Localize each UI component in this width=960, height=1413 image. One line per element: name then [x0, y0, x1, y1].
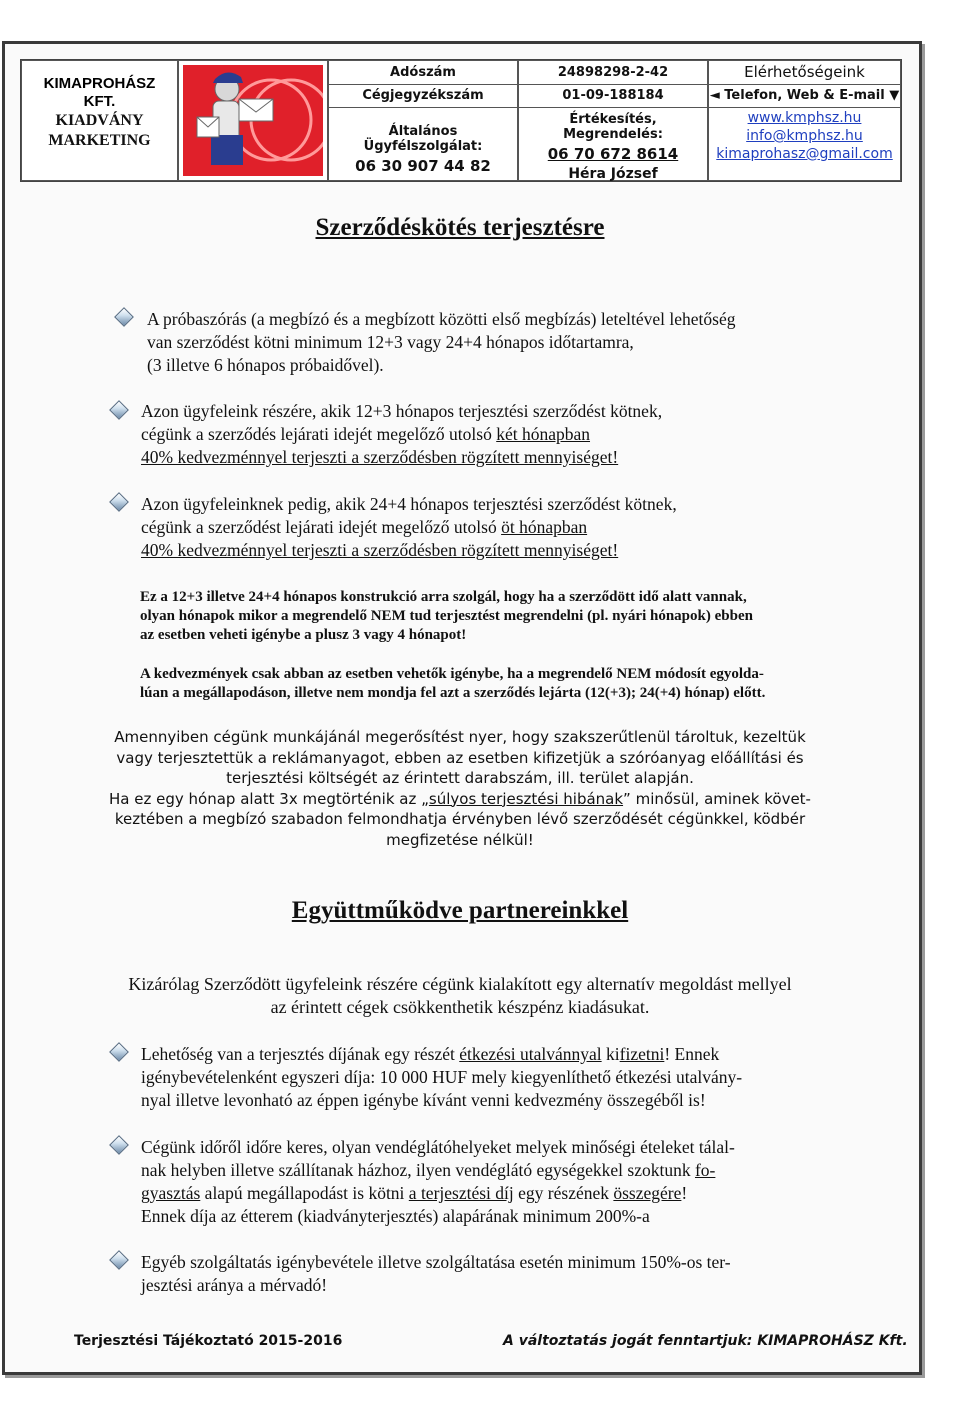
underlined-text: összegére: [613, 1183, 682, 1203]
bullet-text-line: [141, 1043, 742, 1066]
bullet-text-line: [141, 423, 662, 446]
email-link-gmail[interactable]: kimaprohasz@gmail.com: [716, 146, 893, 162]
underlined-text: súlyos terjesztési hibának: [428, 789, 624, 808]
contacts-cell: [708, 60, 901, 181]
text-span: nak helyben illetve szállítanak házhoz, ilyen vendéglátó egységekkel szoktunk: [141, 1160, 695, 1180]
tax-number-label: Adószám: [329, 61, 517, 85]
customer-service-phone: 06 30 907 44 82: [355, 157, 491, 175]
text-span: Lehetőség van a terjesztés díjának egy részét: [141, 1044, 460, 1064]
note-line: Ez a 12+3 illetve 24+4 hónapos konstrukció arra szolgál, hogy ha a szerződött idő alatt vannak,: [140, 589, 747, 605]
sales-label: Értékesítés, Megrendelés:: [563, 112, 663, 142]
brand-tagline-2: MARKETING: [48, 132, 151, 149]
underlined-text: a terjesztési díj: [408, 1183, 514, 1203]
bullet-other-services: [141, 1251, 731, 1297]
text-span: cégünk a szerződés lejárati idejét megelőző utolsó: [141, 424, 497, 444]
logo-cell: [178, 60, 328, 181]
note-line: lúan a megállapodáson, illetve nem mondja fel azt a szerződés lejárta (12(+3); 24(+4) hónap) előtt.: [140, 685, 766, 701]
note-line: olyan hónapok mikor a megrendelő NEM tud terjesztést megrendelni (pl. nyári hónapok) ebben: [140, 608, 753, 624]
paragraph-line: keztében a megbízó szabadon felmondhatja érvényben lévő szerződését cégünkkel, ködbér: [114, 810, 806, 828]
contacts-title: Elérhetőségeink: [709, 61, 900, 85]
bullet-text-line: [141, 1182, 735, 1205]
bullet-text-line: van szerződést kötni minimum 12+3 vagy 24+4 hónapos időtartamra,: [147, 332, 634, 352]
contact-links: [709, 108, 900, 182]
bullet-text-line: A próbaszórás (a megbízó és a megbízott közötti első megbízás) leteltével lehetőség: [147, 309, 736, 329]
section-title-contract: Szerződéskötés terjesztésre: [315, 214, 605, 241]
sales-contact: [519, 108, 707, 182]
underlined-text: fizetni: [619, 1044, 665, 1064]
brand-name: KIMAPROHÁSZ: [43, 75, 156, 92]
bullet-text-line: (3 illetve 6 hónapos próbaidővel).: [147, 355, 384, 375]
text-span: ” minősül, aminek követ-: [623, 789, 811, 808]
paragraph-line: [60, 789, 860, 810]
note-line: az esetben veheti igénybe a plusz 3 vagy 4 hónapot!: [140, 627, 467, 643]
note-line: A kedvezmények csak abban az esetben vehetők igénybe, ha a megrendelő NEM módosít egyolda-: [140, 666, 764, 682]
header-table: [20, 59, 902, 182]
bullet-text-line: nyal illetve levonható az éppen igénybe kívánt venni kedvezmény összegéből is!: [141, 1090, 706, 1110]
underlined-text: öt hónapban: [501, 517, 588, 537]
customer-service-label: Általános Ügyfélszolgálat:: [363, 124, 483, 154]
tax-number-value: 24898298-2-42: [519, 61, 707, 85]
bullet-trial-period: [147, 308, 735, 377]
contacts-subtitle: ◄ Telefon, Web & E-mail ▼: [709, 85, 900, 108]
bullet-text-line: Ennek díja az étterem (kiadványterjesztés) alapárának minimum 200%-a: [141, 1206, 650, 1226]
text-span: Ha ez egy hónap alatt 3x megtörténik az „: [109, 789, 429, 808]
bullet-text-line: igénybevételenként egyszeri díja: 10 000 HUF mely kiegyenlíthető étkezési utalvány-: [141, 1067, 743, 1087]
intro-line: az érintett cégek csökkenthetik készpénz kiadásukat.: [270, 997, 650, 1017]
bullet-text-line: Azon ügyfeleinknek pedig, akik 24+4 hónapos terjesztési szerződést kötnek,: [141, 494, 677, 514]
intro-line: Kizárólag Szerződött ügyfeleink részére cégünk kialakított egy alternatív megoldást mellyel: [128, 974, 792, 994]
text-span: alapú megállapodást is kötni: [200, 1183, 409, 1203]
text-span: egy részének: [513, 1183, 614, 1203]
underlined-text: étkezési utalvánnyal: [459, 1044, 602, 1064]
bullet-text-line: 40% kedvezménnyel terjeszti a szerződésben rögzített mennyiséget!: [141, 540, 619, 560]
bullet-text-line: jesztési aránya a mérvadó!: [141, 1275, 328, 1295]
text-span: ki: [601, 1044, 620, 1064]
bullet-text-line: [141, 516, 677, 539]
discount-conditions-note: [140, 665, 765, 703]
bullet-24-4-discount: [141, 493, 677, 562]
registry-number-value: 01-09-188184: [519, 85, 707, 108]
liability-paragraph: [60, 727, 860, 850]
partners-intro: [60, 973, 860, 1019]
website-link[interactable]: www.kmphsz.hu: [747, 110, 862, 126]
bullet-meal-voucher: [141, 1043, 742, 1112]
paragraph-line: megfizetése nélkül!: [386, 830, 534, 849]
footer-right: A változtatás jogát fenntartjuk: KIMAPROHÁSZ Kft.: [503, 1333, 908, 1349]
underlined-text: fo-: [694, 1160, 716, 1180]
company-name-cell: [21, 60, 178, 181]
text-span: !: [681, 1183, 688, 1203]
registry-number-label: Cégjegyzékszám: [329, 85, 517, 108]
paragraph-line: vagy terjesztettük a reklámanyagot, ebben az esetben kifizetjük a szóróanyag előállítási és: [116, 748, 804, 767]
bullet-text-line: 40% kedvezménnyel terjeszti a szerződésben rögzített mennyiséget!: [141, 447, 619, 467]
text-span: ! Ennek: [664, 1044, 720, 1064]
brand-tagline-1: KIADVÁNY: [55, 112, 144, 129]
numbers-cell: [518, 60, 708, 181]
bullet-text-line: [141, 1159, 735, 1182]
sales-person: Héra József: [568, 166, 658, 182]
bullet-restaurants: [141, 1136, 735, 1228]
paragraph-line: terjesztési költségét az érintett darabszám, ill. terület alapján.: [226, 769, 694, 787]
bullet-text-line: Cégünk időről időre keres, olyan vendéglátóhelyeket melyek minőségi ételeket tálal-: [141, 1137, 735, 1157]
footer-left: Terjesztési Tájékoztató 2015-2016: [74, 1333, 343, 1349]
construction-note: [140, 588, 753, 645]
sales-phone[interactable]: 06 70 672 8614: [547, 145, 679, 163]
brand-suffix: KFT.: [83, 93, 116, 110]
mail-carrier-logo-icon: [183, 65, 323, 176]
bullet-12-3-discount: [141, 400, 662, 469]
service-cell: [328, 60, 518, 181]
customer-service: [329, 108, 517, 182]
bullet-text-line: Azon ügyfeleink részére, akik 12+3 hónapos terjesztési szerződést kötnek,: [141, 401, 663, 421]
underlined-text: gyasztás: [141, 1183, 201, 1203]
text-span: cégünk a szerződést lejárati idejét megelőző utolsó: [141, 517, 502, 537]
paragraph-line: Amennyiben cégünk munkájánál megerősítést nyer, hogy szakszerűtlenül tároltuk, kezeltük: [114, 728, 806, 746]
section-title-partners: Együttműködve partnereinkkel: [291, 897, 629, 924]
bullet-text-line: Egyéb szolgáltatás igénybevétele illetve szolgáltatása esetén minimum 150%-os ter-: [141, 1252, 731, 1272]
email-link-info[interactable]: info@kmphsz.hu: [746, 128, 863, 144]
underlined-text: két hónapban: [496, 424, 591, 444]
